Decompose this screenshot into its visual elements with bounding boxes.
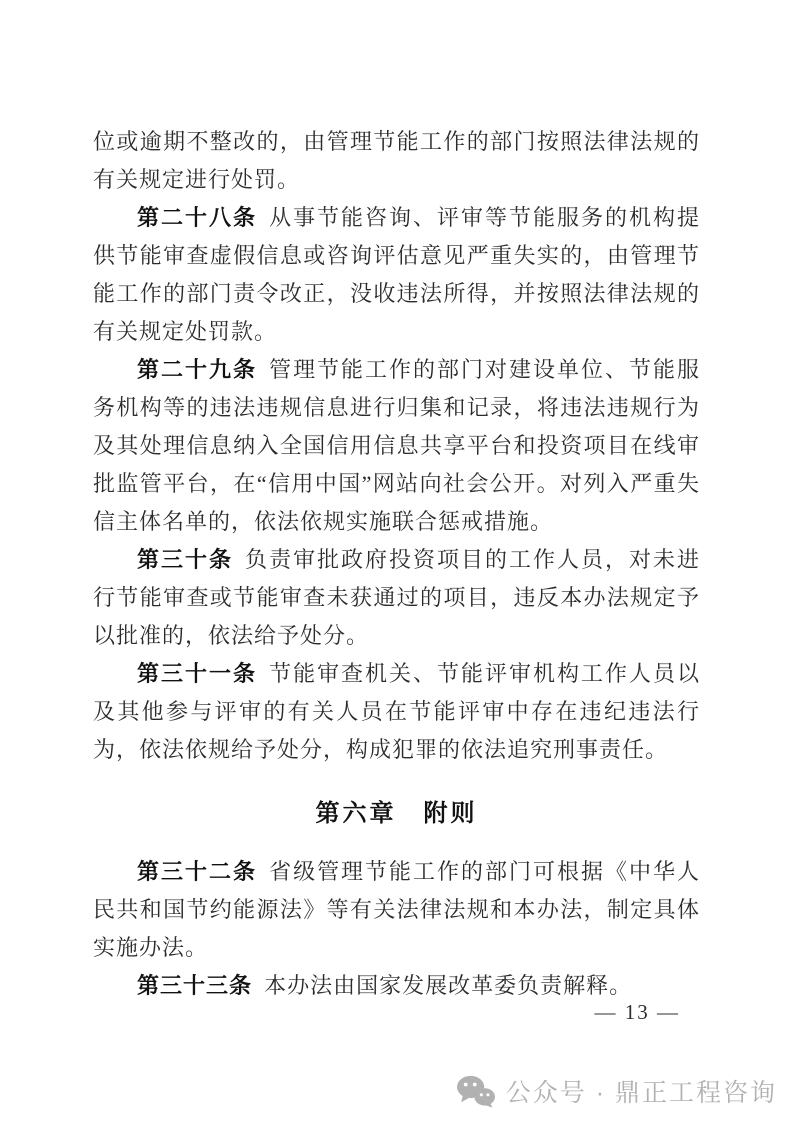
watermark-text: 公众号 · 鼎正工程咨询 [505, 1079, 777, 1107]
paragraph [93, 541, 700, 655]
paragraph-text: 本办法由国家发展改革委负责解释。 [264, 973, 633, 998]
paragraph [93, 351, 700, 541]
article-number: 第三十条 [137, 547, 233, 572]
paragraph-text: 节能审查机关、节能评审机构工作人员以及其他参与评审的有关人员在节能评审中存在违纪违法行为，依法依规给予处分，构成犯罪的依法追究刑事责任。 [93, 661, 700, 762]
paragraph-text: 管理节能工作的部门对建设单位、节能服务机构等的违法违规信息进行归集和记录，将违法违规行为及其处理信息纳入全国信用信息共享平台和投资项目在线审批监管平台，在“信用中国”网站向社会公开。对列入严重失信主体名单的，依法依规实施联合惩戒措施。 [93, 357, 700, 534]
article-number: 第二十九条 [137, 357, 257, 382]
article-number: 第二十八条 [137, 205, 257, 230]
paragraph [93, 853, 700, 967]
article-number: 第三十一条 [137, 661, 257, 686]
watermark [456, 1073, 777, 1109]
paragraph [93, 655, 700, 769]
article-number: 第三十三条 [137, 973, 253, 998]
paragraph-text: 从事节能咨询、评审等节能服务的机构提供节能审查虚假信息或咨询评估意见严重失实的，由管理节能工作的部门责令改正，没收违法所得，并按照法律法规的有关规定处罚款。 [93, 205, 700, 344]
paragraph-text: 负责审批政府投资项目的工作人员，对未进行节能审查或节能审查未获通过的项目，违反本办法规定予以批准的，依法给予处分。 [93, 547, 700, 648]
article-number: 第三十二条 [137, 859, 257, 884]
paragraph-text: 省级管理节能工作的部门可根据《中华人民共和国节约能源法》等有关法律法规和本办法，制定具体实施办法。 [93, 859, 700, 960]
paragraph-text: 位或逾期不整改的，由管理节能工作的部门按照法律法规的有关规定进行处罚。 [93, 129, 700, 192]
paragraph [93, 123, 700, 199]
paragraph [93, 199, 700, 351]
chapter-heading: 第六章 附则 [315, 801, 478, 827]
wechat-icon [456, 1075, 496, 1108]
page-number: — 13 — [594, 1000, 680, 1024]
document-body [93, 123, 700, 1005]
